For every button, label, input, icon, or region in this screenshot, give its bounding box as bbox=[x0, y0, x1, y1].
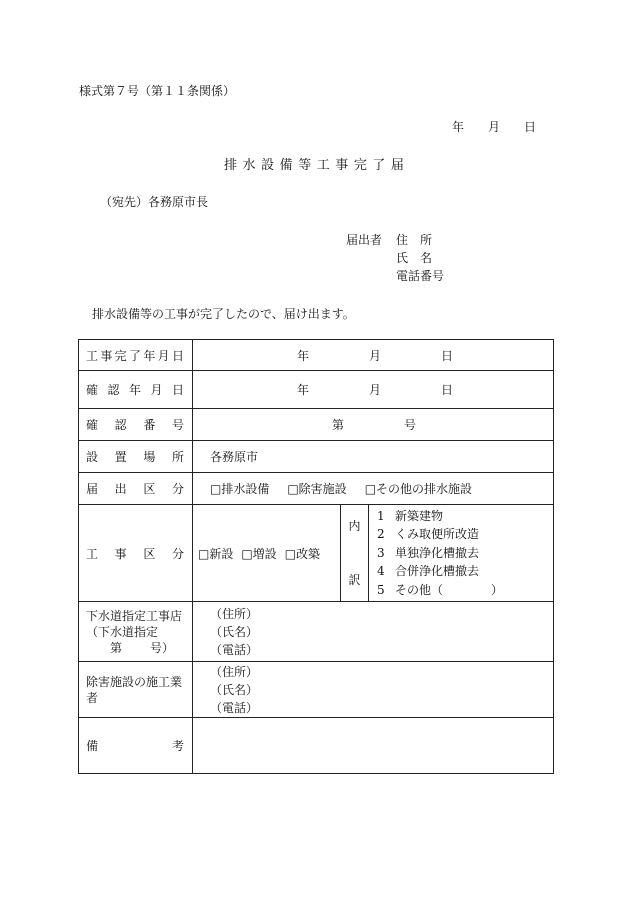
applicant-address-label: 住 所 bbox=[396, 233, 433, 247]
applicant-label: 届出者 bbox=[346, 233, 383, 247]
abatement-contractor-label: 除害施設の施工業者 bbox=[79, 662, 193, 718]
intro-text: 排水設備等の工事が完了したので、届け出ます。 bbox=[92, 307, 355, 321]
confirm-number-value[interactable]: 第 号 bbox=[193, 409, 554, 441]
breakdown-item[interactable]: 5 その他（ ） bbox=[377, 582, 504, 597]
row-work-type bbox=[79, 505, 554, 602]
abatement-contractor-fields[interactable]: （住所） （氏名） （電話） bbox=[193, 662, 554, 718]
confirm-date-value[interactable]: 年 月 日 bbox=[193, 371, 554, 409]
confirm-number-label: 確 認 番 号 bbox=[79, 409, 193, 441]
location-label: 設 置 場 所 bbox=[79, 441, 193, 473]
row-confirm-number bbox=[79, 409, 554, 441]
checkbox-drainage[interactable]: □排水設備 bbox=[210, 482, 270, 496]
document-title: 排 水 設 備 等 工 事 完 了 届 bbox=[224, 158, 404, 173]
breakdown-item[interactable]: 3 単独浄化槽撤去 bbox=[377, 545, 480, 560]
completion-date-label: 工 事 完 了 年 月 日 bbox=[79, 340, 193, 371]
form-table bbox=[78, 339, 554, 774]
date-year: 年 bbox=[452, 120, 465, 134]
breakdown-label: 内 訳 bbox=[341, 505, 369, 602]
confirm-date-label: 確 認 年 月 日 bbox=[79, 371, 193, 409]
contractor-fields[interactable]: （住所） （氏名） （電話） bbox=[193, 602, 554, 662]
breakdown-item[interactable]: 2 くみ取便所改造 bbox=[377, 527, 480, 542]
checkbox-extension[interactable]: □増設 bbox=[241, 546, 277, 561]
work-type-options bbox=[193, 505, 341, 602]
remarks-value[interactable] bbox=[193, 718, 554, 774]
row-abatement-contractor bbox=[79, 662, 554, 718]
checkbox-remodel[interactable]: □改築 bbox=[284, 546, 321, 561]
row-completion-date bbox=[79, 340, 554, 371]
breakdown-item[interactable]: 4 合併浄化槽撤去 bbox=[377, 564, 480, 579]
checkbox-new[interactable]: □新設 bbox=[198, 546, 234, 561]
completion-date-value[interactable]: 年 月 日 bbox=[193, 340, 554, 371]
row-location bbox=[79, 441, 554, 473]
applicant-name-label: 氏 名 bbox=[396, 251, 433, 265]
date-day: 日 bbox=[524, 120, 537, 134]
category-options bbox=[193, 473, 554, 505]
breakdown-list bbox=[369, 505, 554, 602]
checkbox-other-drainage[interactable]: □その他の排水施設 bbox=[364, 482, 473, 496]
applicant-phone-label: 電話番号 bbox=[396, 269, 445, 283]
work-type-label: 工 事 区 分 bbox=[79, 505, 193, 602]
row-contractor bbox=[79, 602, 554, 662]
category-label: 届 出 区 分 bbox=[79, 473, 193, 505]
remarks-label: 備 考 bbox=[79, 718, 193, 774]
checkbox-abatement[interactable]: □除害施設 bbox=[287, 482, 347, 496]
contractor-label: 下水道指定工事店 （下水道指定 第 号） bbox=[79, 602, 193, 662]
row-remarks bbox=[79, 718, 554, 774]
form-number: 様式第７号（第１１条関係） bbox=[79, 84, 236, 98]
date-line bbox=[452, 118, 536, 135]
row-category bbox=[79, 473, 554, 505]
location-value[interactable]: 各務原市 bbox=[193, 441, 554, 473]
row-confirm-date bbox=[79, 371, 554, 409]
breakdown-item[interactable]: 1 新築建物 bbox=[377, 508, 444, 523]
date-month: 月 bbox=[488, 120, 501, 134]
addressee: （宛先）各務原市長 bbox=[100, 195, 209, 209]
